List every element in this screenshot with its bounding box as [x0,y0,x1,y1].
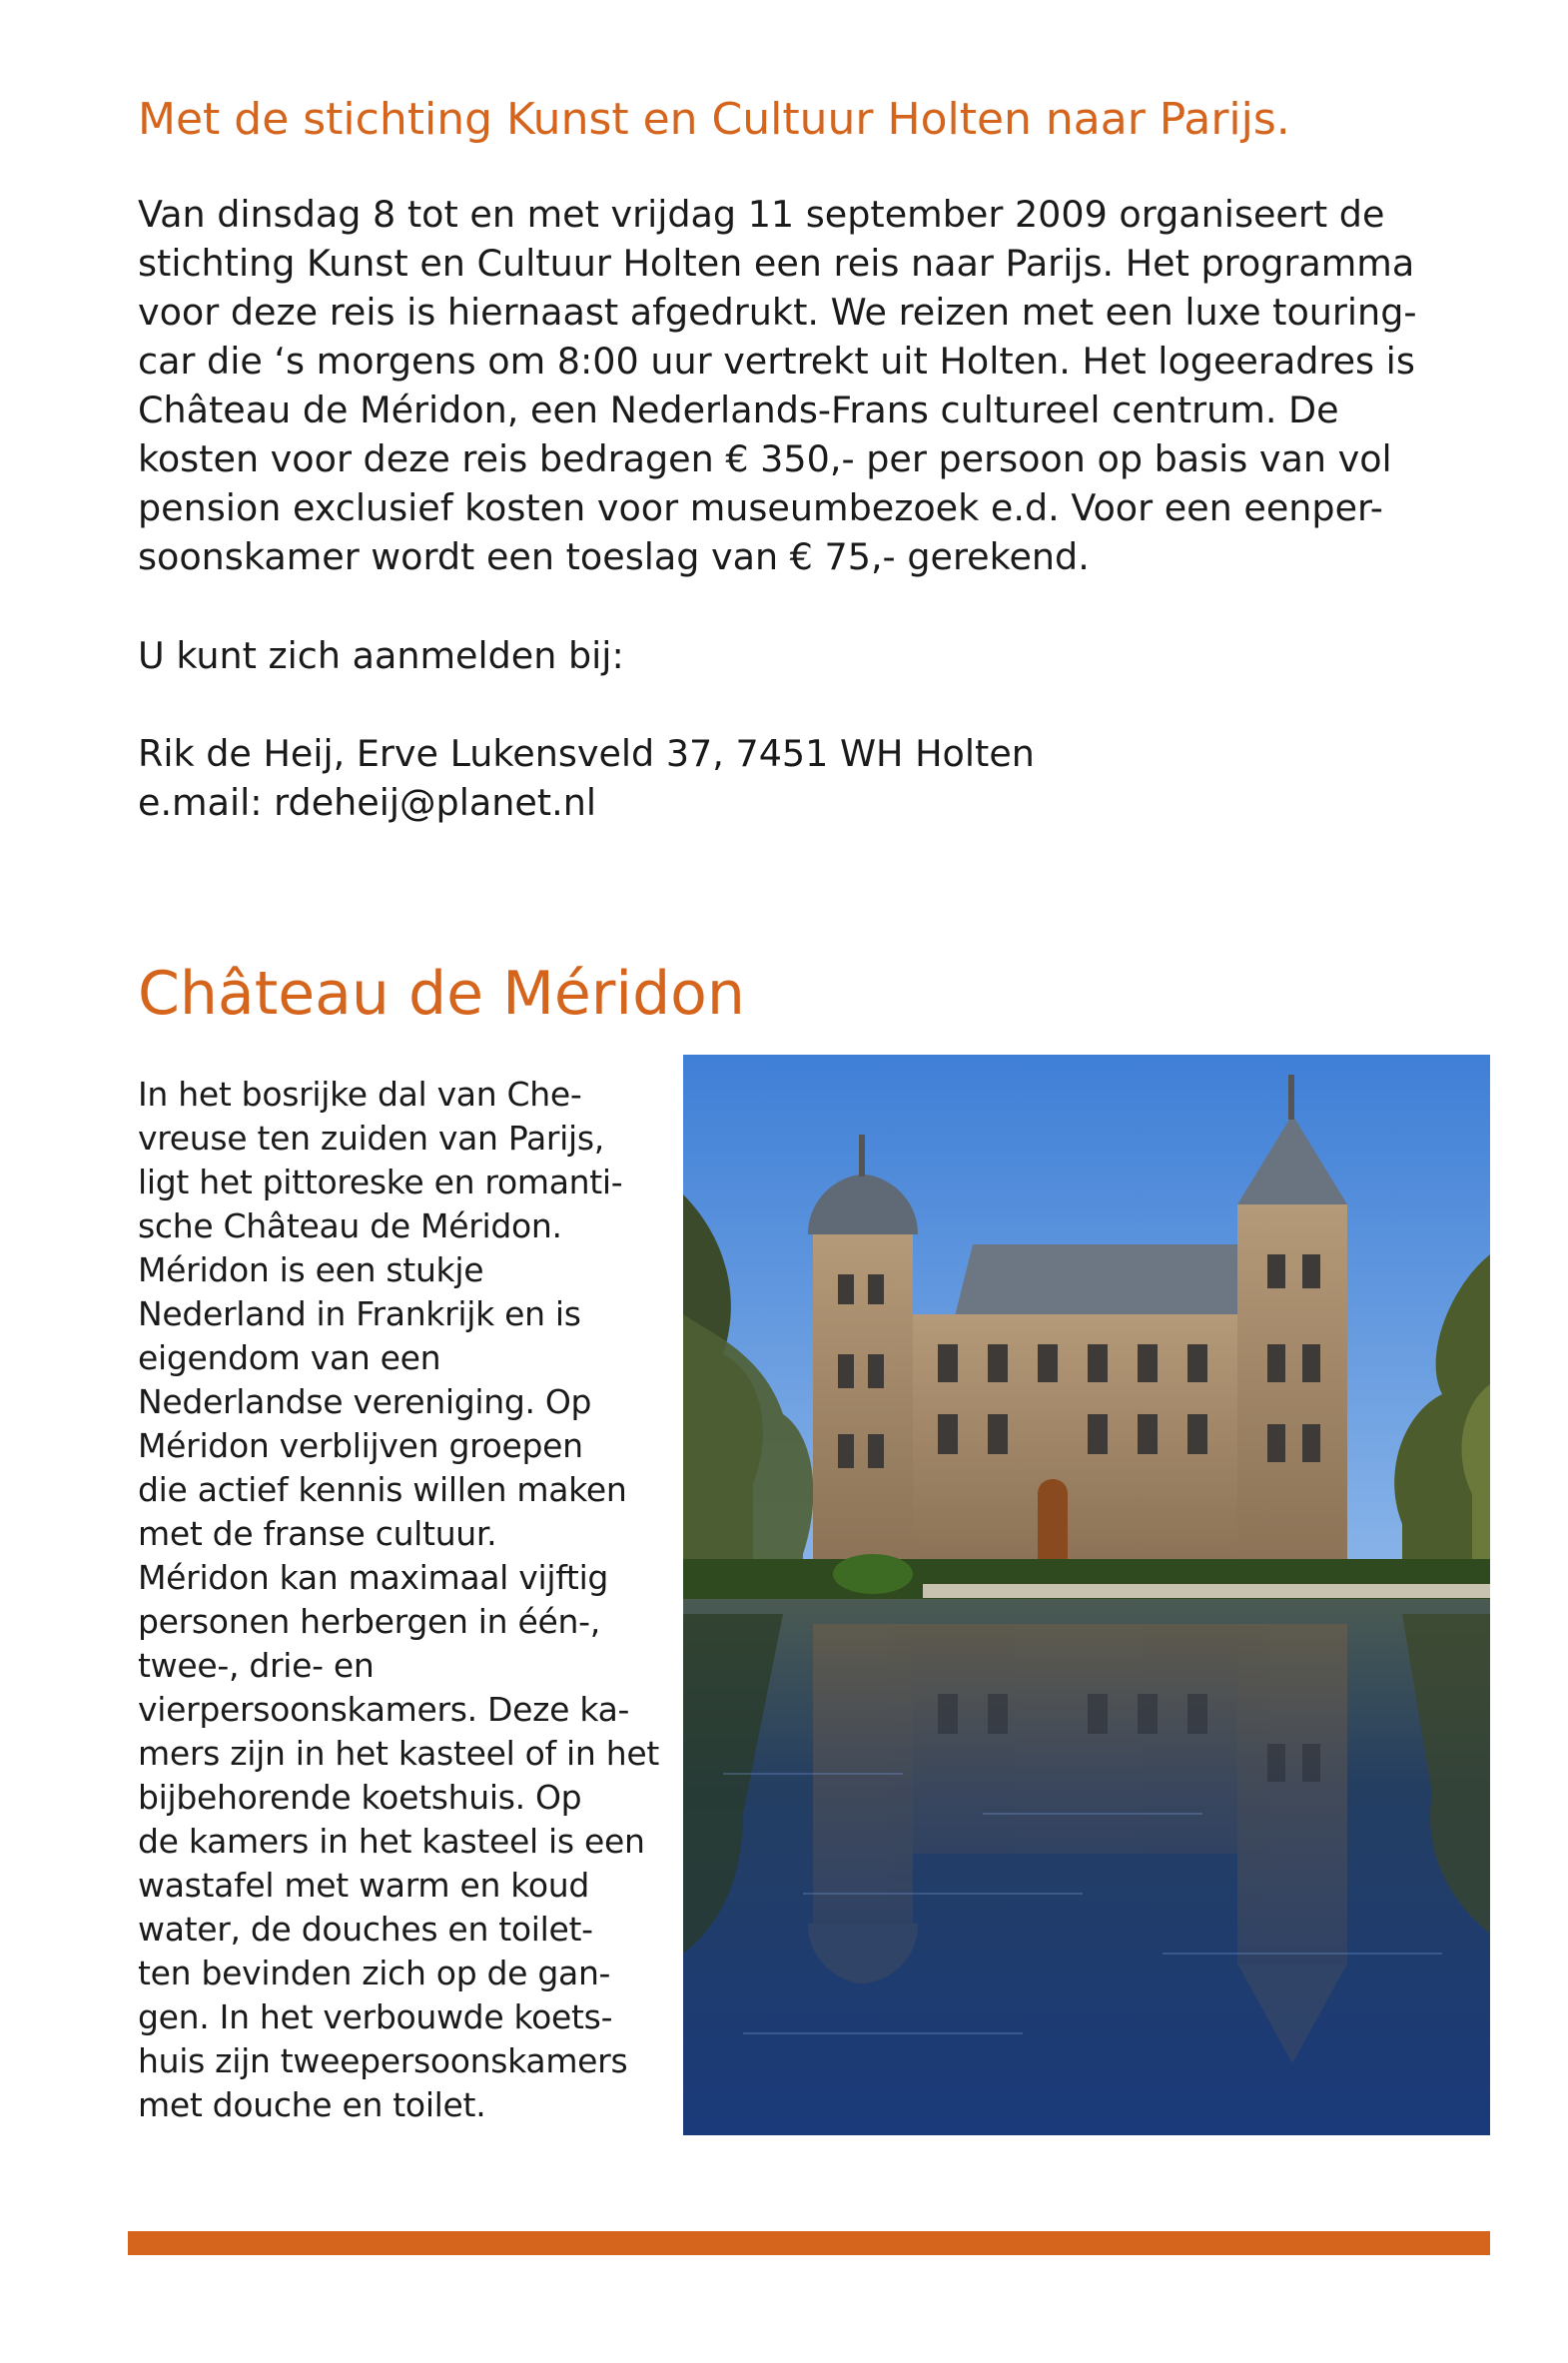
chateau-line: huis zijn tweepersoonskamers [138,2041,628,2080]
chateau-line: mers zijn in het kasteel of in het [138,1734,659,1773]
article-title: Met de stichting Kunst en Cultuur Holten naar Parijs. [138,94,1290,145]
intro-line: car die ‘s morgens om 8:00 uur vertrekt uit Holten. Het logeeradres is [138,340,1415,383]
chateau-line: met de franse cultuur. [138,1514,497,1553]
chateau-line: Méridon kan maximaal vijftig [138,1558,609,1597]
chateau-line: ten bevinden zich op de gan- [138,1954,611,1992]
intro-line: voor deze reis is hiernaast afgedrukt. We reizen met een luxe touring- [138,291,1417,334]
contact-email: e.mail: rdeheij@planet.nl [138,781,596,824]
chateau-line: sche Château de Méridon. [138,1206,562,1245]
contact-block [138,729,1035,827]
chateau-line: Nederland in Frankrijk en is [138,1294,581,1333]
chateau-line: In het bosrijke dal van Che- [138,1075,582,1114]
contact-address: Rik de Heij, Erve Lukensveld 37, 7451 WH Holten [138,732,1035,775]
chateau-line: met douche en toilet. [138,2085,486,2124]
contact-lead: U kunt zich aanmelden bij: [138,634,624,677]
chateau-line: vreuse ten zuiden van Parijs, [138,1119,604,1158]
chateau-line: Méridon is een stukje [138,1250,484,1289]
chateau-line: de kamers in het kasteel is een [138,1822,645,1861]
intro-paragraph [138,190,1466,581]
intro-line: pension exclusief kosten voor museumbezoek e.d. Voor een eenper- [138,486,1383,529]
chateau-line: wastafel met warm en koud [138,1866,590,1905]
chateau-line: personen herbergen in één-, [138,1602,600,1641]
chateau-line: water, de douches en toilet- [138,1910,593,1949]
chateau-line: Méridon verblijven groepen [138,1426,583,1465]
intro-line: Van dinsdag 8 tot en met vrijdag 11 september 2009 organiseert de [138,193,1385,236]
chateau-line: eigendom van een [138,1338,441,1377]
chateau-line: bijbehorende koetshuis. Op [138,1778,582,1817]
footer-rule [128,2231,1490,2255]
chateau-description [138,1073,677,2127]
chateau-line: gen. In het verbouwde koets- [138,1997,613,2036]
intro-line: Château de Méridon, een Nederlands-Frans cultureel centrum. De [138,389,1339,431]
chateau-line: twee-, drie- en [138,1646,375,1685]
chateau-line: die actief kennis willen maken [138,1470,627,1509]
chateau-line: ligt het pittoreske en romanti- [138,1163,623,1201]
chateau-line: vierpersoonskamers. Deze ka- [138,1690,630,1729]
intro-line: stichting Kunst en Cultuur Holten een reis naar Parijs. Het programma [138,242,1415,285]
chateau-title: Château de Méridon [138,959,745,1029]
chateau-line: Nederlandse vereniging. Op [138,1382,592,1421]
intro-line: kosten voor deze reis bedragen € 350,- per persoon op basis van vol [138,437,1392,480]
chateau-photo [683,1055,1490,2135]
intro-line: soonskamer wordt een toeslag van € 75,- gerekend. [138,535,1090,578]
